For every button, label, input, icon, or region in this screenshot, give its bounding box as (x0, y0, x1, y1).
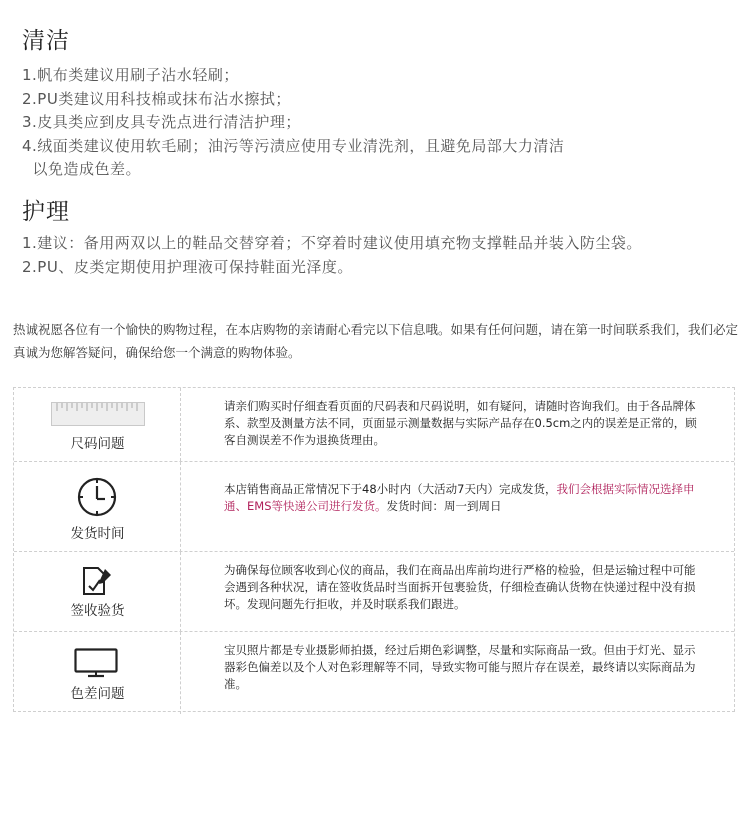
cleaning-item: 3.皮具类应到皮具专洗点进行清洁护理； (22, 113, 301, 131)
notice-text: 请亲们购买时仔细查看页面的尺码表和尺码说明，如有疑问，请随时咨询我们。由于各品牌体系、款型及测量方法不同，页面显示测量数据与实际产品存在0.5cm之内的误差是正常的，顾客自测误差不作为退换货理由。 (224, 399, 697, 447)
notice-label: 色差问题 (70, 686, 125, 702)
notice-row-shipping (14, 461, 734, 552)
document-check-icon (81, 566, 113, 596)
notice-cell-left (14, 388, 181, 461)
maintenance-title: 护理 (22, 199, 70, 225)
maintenance-item: 1.建议：备用两双以上的鞋品交替穿着；不穿着时建议使用填充物支撑鞋品并装入防尘袋。 (22, 234, 642, 252)
cleaning-item: 4.绒面类建议使用软毛刷；油污等污渍应使用专业清洗剂，且避免局部大力清洁 (22, 136, 565, 155)
notice-row-size (14, 388, 734, 461)
notice-text-part: 本店销售商品正常情况下于48小时内（大活动7天内）完成发货， (224, 482, 557, 496)
notice-row-color (14, 631, 734, 714)
clock-icon (77, 477, 117, 517)
notice-cell-left (14, 552, 181, 632)
notice-label: 签收验货 (70, 603, 125, 619)
cleaning-item: 1.帆布类建议用刷子沾水轻刷； (22, 66, 239, 84)
notice-cell-left (14, 462, 181, 552)
maintenance-list (22, 232, 712, 279)
cleaning-title: 清洁 (22, 28, 70, 54)
notice-row-inspection (14, 551, 734, 632)
cleaning-item: 2.PU类建议用科技棉或抹布沾水擦拭； (22, 89, 291, 108)
notice-cell-left (14, 632, 181, 714)
notice-text: 为确保每位顾客收到心仪的商品，我们在商品出库前均进行严格的检验，但是运输过程中可能会遇到各种状况，请在签收货品时当面拆开包裹验货，仔细检查确认货物在快递过程中没有损坏。发现问题先行拒收，并及时联系我们跟进。 (224, 563, 696, 611)
ruler-icon (51, 402, 145, 426)
intro-paragraph: 热诚祝愿各位有一个愉快的购物过程，在本店购物的亲请耐心看完以下信息哦。如果有任何问题，请在第一时间联系我们，我们必定真诚为您解答疑问，确保给您一个满意的购物体验。 (13, 322, 739, 360)
notice-text-part: 发货时间：周一到周日 (386, 499, 502, 513)
monitor-icon (74, 648, 118, 678)
notice-text (224, 481, 704, 515)
cleaning-item: 以免造成色差。 (22, 160, 142, 178)
notice-label: 发货时间 (70, 526, 125, 542)
notice-table (13, 387, 735, 712)
cleaning-list (22, 64, 712, 182)
notice-label: 尺码问题 (70, 436, 125, 452)
notice-text-highlight: 我们会根据实际情况选择申通、EMS等快递公司进行发货。 (224, 482, 695, 513)
maintenance-item: 2.PU、皮类定期使用护理液可保持鞋面光泽度。 (22, 257, 353, 276)
notice-text: 宝贝照片都是专业摄影师拍摄，经过后期色彩调整，尽量和实际商品一致。但由于灯光、显示器彩色偏差以及个人对色彩理解等不同，导致实物可能与照片存在误差，最终请以实际商品为准。 (224, 643, 696, 691)
